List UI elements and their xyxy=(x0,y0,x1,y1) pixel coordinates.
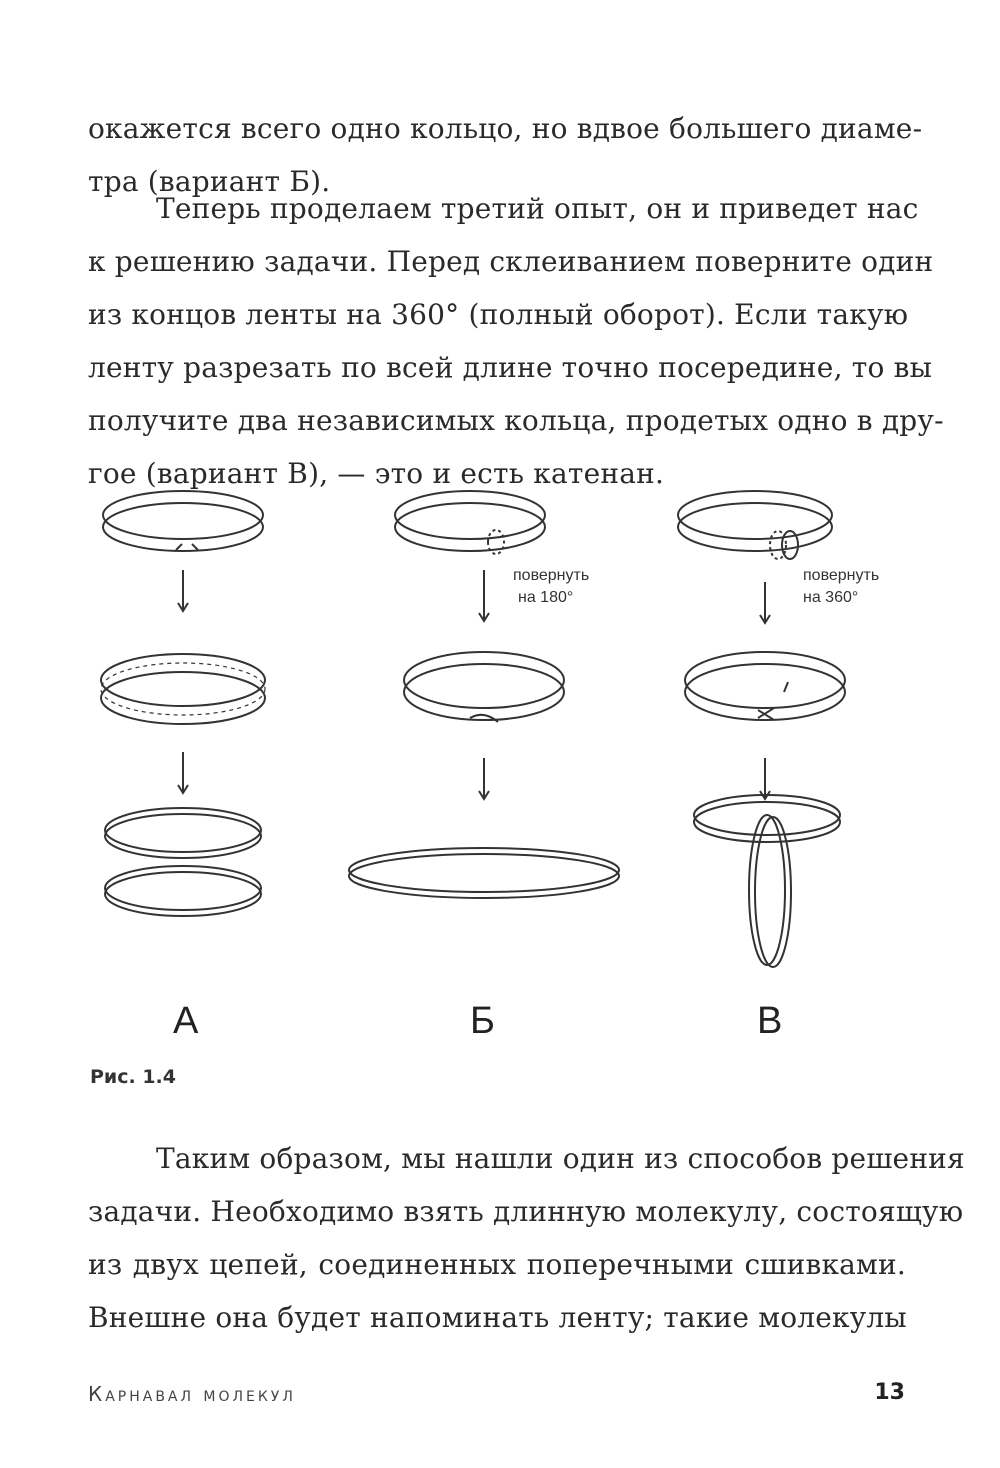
paragraph-3 xyxy=(88,1132,965,1344)
text-line: гое (вариант В), — это и есть катенан. xyxy=(88,457,665,490)
text-line: Теперь проделаем третий опыт, он и приведет нас xyxy=(156,192,919,225)
note-b-line2: на 180° xyxy=(518,589,574,606)
text-line: из двух цепей, соединенных поперечными сшивками. xyxy=(88,1248,906,1281)
page-number: 13 xyxy=(874,1380,905,1405)
text-line: получите два независимых кольца, продетых одно в дру- xyxy=(88,404,944,437)
text-line: задачи. Необходимо взять длинную молекулу, состоящую xyxy=(88,1195,964,1228)
text-line: Таким образом, мы нашли один из способов решения xyxy=(156,1142,965,1175)
variant-a-steps xyxy=(101,491,265,916)
label-variant-b: Б xyxy=(470,1000,495,1042)
figure-caption: Рис. 1.4 xyxy=(90,1066,176,1088)
figure-notes xyxy=(173,567,879,1042)
text-line: к решению задачи. Перед склеиванием поверните один xyxy=(88,245,934,278)
label-variant-a: А xyxy=(173,1000,199,1042)
variant-c-steps xyxy=(678,491,845,967)
note-c-line2: на 360° xyxy=(803,589,859,606)
text-line: окажется всего одно кольцо, но вдвое большего диаме- xyxy=(88,112,923,145)
text-line: из концов ленты на 360° (полный оборот). Если такую xyxy=(88,298,909,331)
label-variant-c: В xyxy=(757,1000,783,1042)
text-line: тра (вариант Б). xyxy=(88,165,331,198)
text-line: Внешне она будет напоминать ленту; такие молекулы xyxy=(88,1301,907,1334)
note-b-line1: повернуть xyxy=(513,567,590,584)
paragraph-2 xyxy=(88,182,944,500)
running-footer-title: Карнавал молекул xyxy=(88,1382,296,1406)
note-c-line1: повернуть xyxy=(803,567,880,584)
variant-b-steps xyxy=(349,491,619,898)
figure-rings xyxy=(0,460,1000,1060)
text-line: ленту разрезать по всей длине точно посередине, то вы xyxy=(88,351,933,384)
